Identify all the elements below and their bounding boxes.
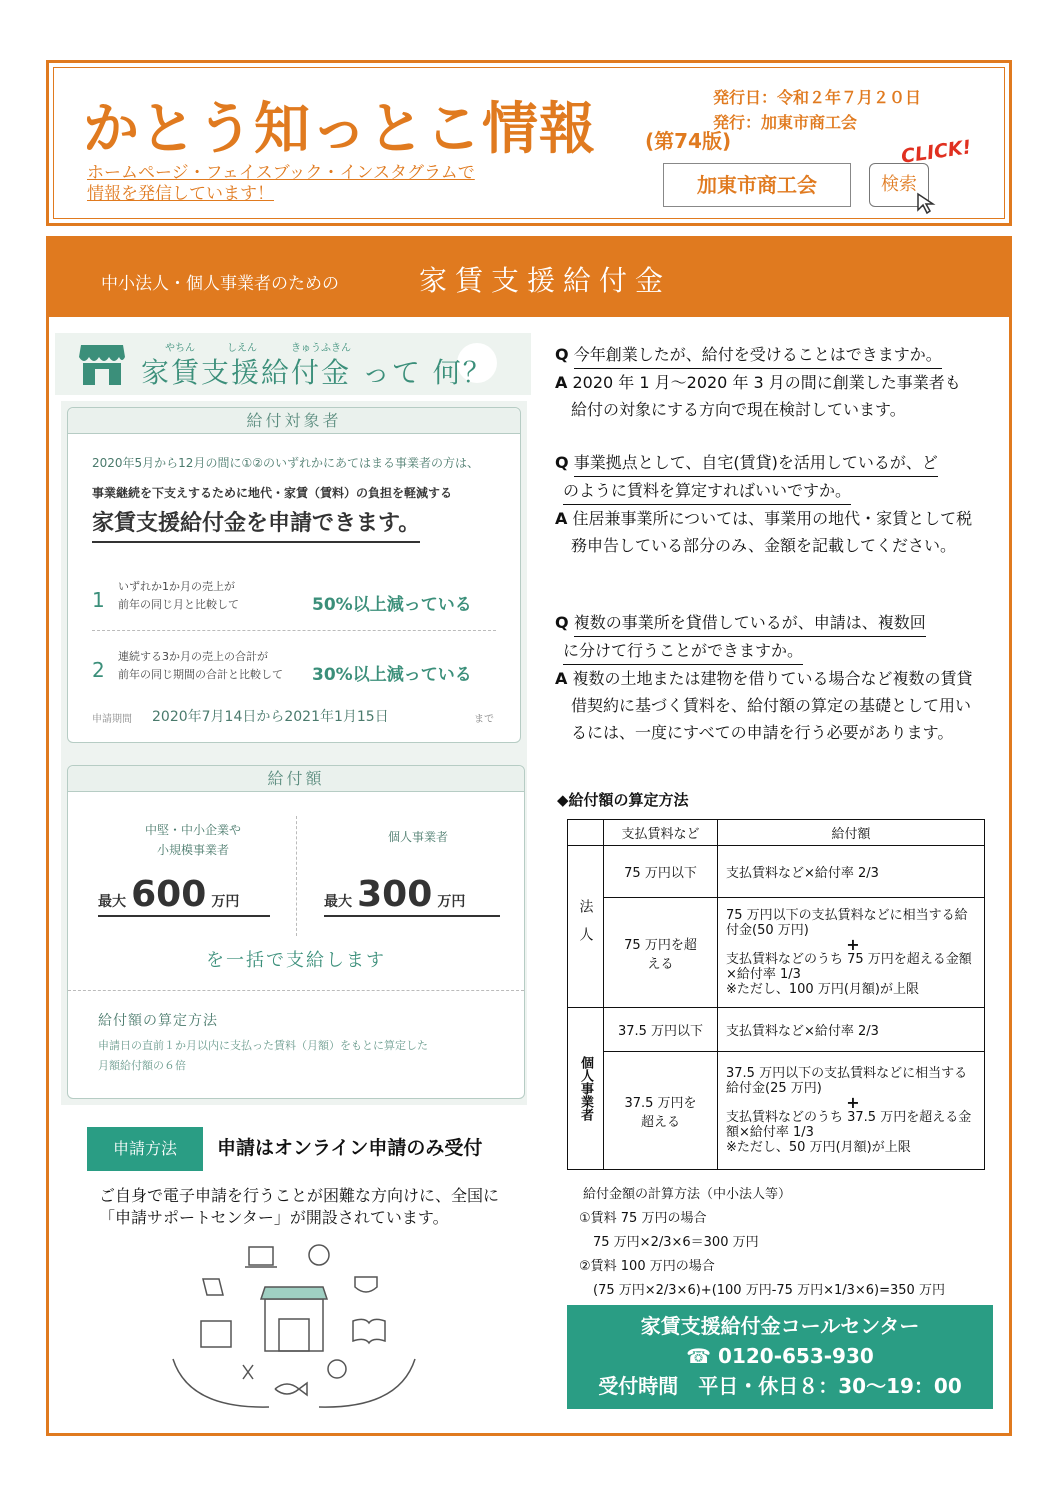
call-center-hours: 受付時間 平日・休日８：30～19：00 (598, 1374, 962, 1398)
calc-example-2-label: ②賃料 100 万円の場合 (579, 1259, 715, 1274)
calc-table (567, 819, 985, 1170)
corp-label-line2: 小規模事業者 (156, 843, 229, 857)
condition1-number: 1 (92, 588, 105, 612)
qa-item-1 (555, 341, 975, 423)
divider (92, 630, 496, 631)
ruby-yachin: やちん (165, 343, 195, 354)
period-suffix: まで (474, 714, 494, 725)
ruby-kyufukin: きゅうふきん (291, 343, 351, 354)
table-cell-line: 75 万円以下の支払賃料などに相当する給付金(50 万円) (726, 908, 968, 938)
eligibility-headline: 家賃支援給付金を申請できます。 (92, 506, 420, 543)
answer-2-text: 住居兼事業所については、事業用の地代・家賃として税務申告している部分のみ、金額を記載してください。 (571, 509, 973, 555)
answer-3 (555, 665, 975, 746)
table-cell: 75 万円以下 (604, 846, 718, 898)
laptop-icon (249, 1247, 273, 1265)
application-period: 2020年7月14日から2021年1月15日 (152, 709, 389, 725)
subtitle (87, 163, 557, 205)
question-3-text-2: に分けて行うことができますか。 (563, 637, 803, 665)
amount-title: 給付額 (68, 766, 524, 792)
org-search-box[interactable]: 加東市商工会 (663, 163, 851, 207)
search-button[interactable]: 検索 (869, 163, 929, 207)
amount-divider-2 (68, 990, 524, 991)
calc-example-1-calc: 75 万円×2/3×6＝300 万円 (593, 1235, 759, 1250)
period-label: 申請期間 (92, 714, 132, 725)
table-row (568, 1008, 985, 1052)
individual-max-amount (324, 874, 500, 917)
business-illustration (169, 1239, 419, 1409)
condition2-number: 2 (92, 658, 105, 682)
table-row (568, 898, 985, 1008)
banner (49, 239, 1009, 317)
edition-number: (第74版) (645, 129, 732, 153)
corp-max-amount (98, 874, 270, 917)
table-cell (718, 898, 985, 1008)
dish-icon (328, 1360, 346, 1378)
calc-example-1-label: ①賃料 75 万円の場合 (579, 1211, 707, 1226)
shop-icon (77, 341, 127, 387)
lump-sum-note: を一括で支給します (206, 950, 386, 971)
corp-max-value: 600 (131, 874, 207, 915)
qa-item-2 (555, 449, 975, 559)
eligibility-title: 給付対象者 (68, 408, 520, 434)
eligibility-card (67, 407, 521, 743)
question-2-text-2: のように賃料を算定すればいいですか。 (563, 477, 851, 505)
individual-max-unit: 万円 (437, 894, 466, 910)
table-cell: 支払賃料など×給付率 2/3 (718, 1008, 985, 1052)
q-marker: Q (555, 345, 569, 364)
calc-method-body (98, 1036, 428, 1076)
a-marker: A (555, 509, 568, 528)
calc-method-line1: 申請日の直前１か月以内に支払った賃料（月額）をもとに算定した (98, 1039, 428, 1052)
publisher: 発行：加東市商工会 (713, 113, 858, 132)
calc-method-title: 給付額の算定方法 (98, 1013, 218, 1029)
condition1-line2: 前年の同じ月と比較して (118, 598, 239, 611)
table-row (568, 1052, 985, 1170)
ruby-shien: しえん (227, 343, 257, 354)
what-is-title: 家賃支援給付金 って 何？ (141, 356, 493, 389)
table-row (568, 846, 985, 898)
answer-3-text: 複数の土地または建物を借りている場合など複数の賃貸借契約に基づく賃料を、給付額の算定の基礎として用いるには、一度にすべての申請を行う必要があります。 (571, 669, 973, 742)
book-icon (353, 1319, 385, 1343)
amount-card (67, 765, 525, 1099)
plus-sign: + (846, 935, 860, 954)
call-center-name: 家賃支援給付金コールセンター (640, 1314, 920, 1338)
calc-example-title: 給付金額の計算方法（中小法人等） (583, 1187, 792, 1202)
apply-method-body: ご自身で電子申請を行うことが困難な方向けに、全国に「申請サポートセンター」が開設されています。 (99, 1186, 500, 1227)
calc-method-line2: 月額給付額の６倍 (98, 1059, 186, 1072)
corp-label-line1: 中堅・中小企業や (144, 823, 241, 837)
individual-max-prefix: 最大 (324, 894, 352, 910)
condition2-result: 30%以上減っている (312, 665, 472, 685)
corp-max-unit: 万円 (211, 894, 240, 910)
left-hand-icon (173, 1359, 269, 1407)
header (46, 60, 1012, 226)
question-3-cont (555, 637, 975, 665)
cursor-icon (915, 191, 941, 217)
question-1 (555, 341, 975, 369)
corp-label (118, 820, 268, 860)
vegetable-icon (309, 1245, 329, 1265)
table-cell-line: 37.5 万円以下の支払賃料などに相当する給付金(25 万円) (726, 1066, 968, 1096)
table-cell-line: ※ただし、100 万円(月額)が上限 (726, 982, 919, 997)
table-cell: 支払賃料など×給付率 2/3 (718, 846, 985, 898)
question-3 (555, 609, 975, 637)
right-hand-icon (319, 1359, 415, 1407)
infographic-panel (61, 401, 527, 1105)
apply-method-label: 申請方法 (87, 1127, 203, 1171)
question-1-text: 今年創業したが、給付を受けることはできますか。 (574, 341, 942, 369)
condition2-text (118, 648, 283, 684)
what-is-heading (55, 333, 531, 395)
cup-icon (355, 1277, 377, 1292)
question-3-text: 複数の事業所を貸借しているが、申請は、複数回 (574, 609, 926, 637)
condition1-line1: いずれか1か月の売上が (118, 580, 235, 593)
calc-example-2-calc: (75 万円×2/3×6)+(100 万円-75 万円×1/3×6)=350 万円 (593, 1283, 945, 1298)
table-cell-line: 支払賃料などのうち 75 万円を超える金額×給付率 1/3 (726, 952, 972, 982)
table-header-amount: 給付額 (718, 820, 985, 846)
cart-icon (203, 1279, 223, 1295)
table-cell: 37.5 万円を超える (604, 1052, 718, 1170)
subtitle-line1: ホームページ・フェイスブック・インスタグラムで (87, 163, 475, 183)
qa-item-3 (555, 609, 975, 746)
call-center-phone[interactable]: ☎ 0120-653-930 (686, 1344, 874, 1368)
q-marker: Q (555, 453, 569, 472)
answer-1-text: 2020 年 1 月～2020 年 3 月の間に創業した事業者も給付の対象にする方向で現在検討しています。 (571, 373, 961, 419)
table-cell-line: 支払賃料などのうち 37.5 万円を超える金額×給付率 1/3 (726, 1110, 972, 1140)
bag-icon (201, 1321, 231, 1347)
scissors-icon (243, 1365, 253, 1379)
eligibility-lead: 2020年5月から12月の間に①②のいずれかにあてはまる事業者の方は、 (92, 456, 479, 470)
question-2 (555, 449, 975, 477)
publish-date: 発行日：令和２年７月２０日 (713, 88, 922, 107)
shop-illustration-icon (265, 1299, 323, 1351)
table-cell-line: ※ただし、50 万円(月額)が上限 (726, 1140, 911, 1155)
newsletter-title: かとう知っとこ情報 (83, 97, 596, 162)
amount-divider (296, 816, 297, 936)
answer-1 (555, 369, 975, 423)
answer-2 (555, 505, 975, 559)
condition2-line1: 連続する3か月の売上の合計が (118, 650, 268, 663)
individual-max-value: 300 (357, 874, 433, 915)
publication-info (713, 85, 921, 135)
question-2-text: 事業拠点として、自宅(賃貸)を活用しているが、ど (574, 449, 938, 477)
calc-table-heading: ◆給付額の算定方法 (557, 791, 689, 809)
individual-label: 個人事業者 (387, 830, 448, 844)
question-2-cont (555, 477, 975, 505)
condition2-line2: 前年の同じ期間の合計と比較して (118, 668, 283, 681)
banner-title: 家賃支援給付金 (419, 264, 672, 297)
table-cell: 75 万円を超える (604, 898, 718, 1008)
banner-subtitle: 中小法人・個人事業者のための (101, 274, 339, 294)
condition1-text (118, 578, 239, 614)
table-header-blank (568, 820, 604, 846)
click-label: CLICK! (899, 136, 973, 168)
call-center-box (567, 1305, 993, 1409)
main-section (46, 236, 1012, 1436)
a-marker: A (555, 373, 568, 392)
a-marker: A (555, 669, 568, 688)
condition1-result: 50%以上減っている (312, 595, 472, 615)
table-header-row (568, 820, 985, 846)
subtitle-line2: 情報を発信しています！ (87, 184, 274, 204)
table-cell (718, 1052, 985, 1170)
eligibility-lead2: 事業継続を下支えするために地代・家賃（賃料）の負担を軽減する (92, 486, 453, 500)
calc-example (579, 1183, 945, 1303)
q-marker: Q (555, 613, 569, 632)
apply-method-text: 申請はオンライン申請のみ受付 (217, 1137, 483, 1159)
corp-max-prefix: 最大 (98, 894, 126, 910)
corp-group-label: 法人 (568, 846, 604, 1008)
table-header-rent: 支払賃料など (604, 820, 718, 846)
table-cell: 37.5 万円以下 (604, 1008, 718, 1052)
individual-group-label: 個人事業者 (568, 1008, 604, 1170)
fish-icon (275, 1383, 307, 1395)
plus-sign: + (846, 1093, 860, 1112)
